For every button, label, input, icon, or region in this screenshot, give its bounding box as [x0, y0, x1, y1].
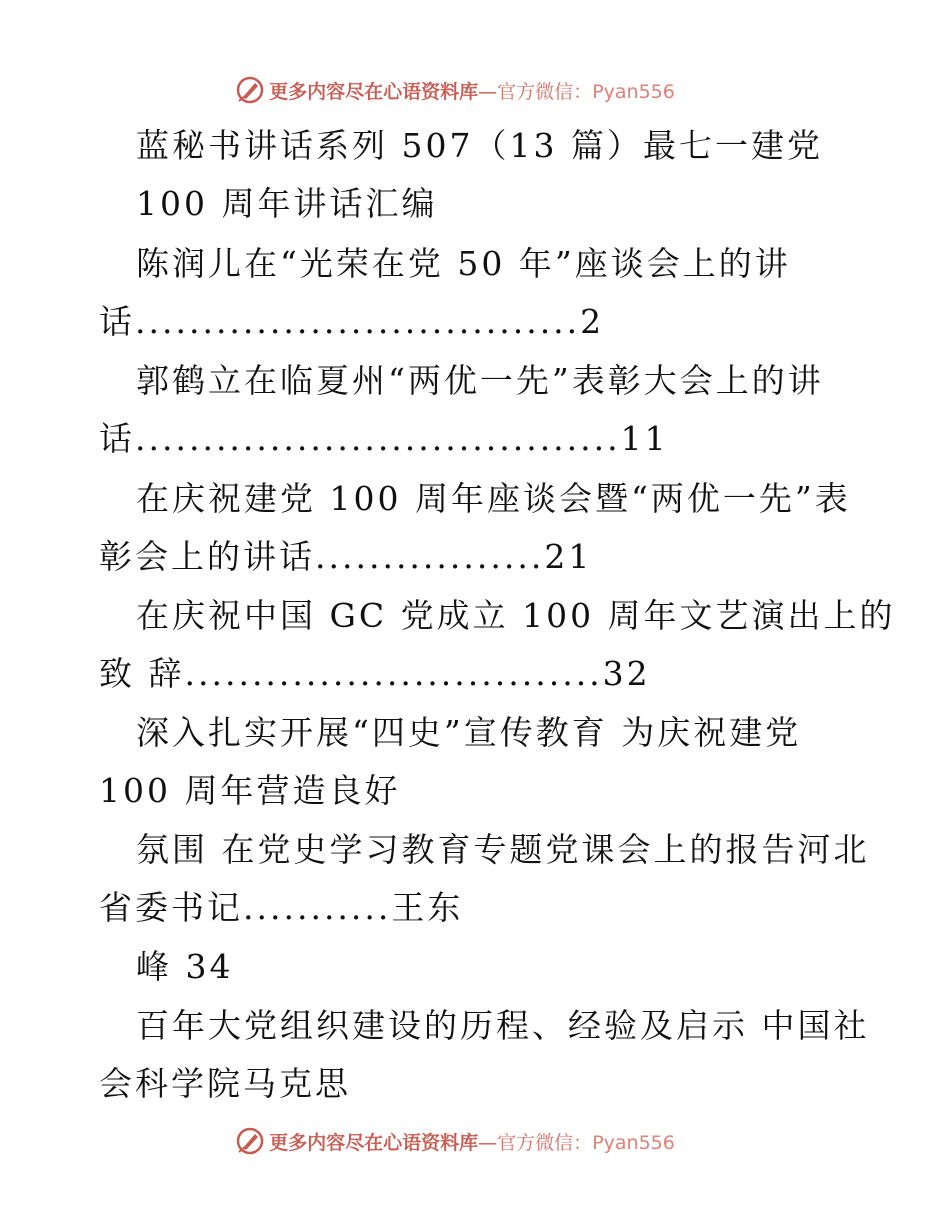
toc-entry-5-line-3: 氛围 在党史学习教育专题党课会上的报告河北: [136, 830, 870, 869]
toc-entry-1-line-2: 话.................................2: [99, 302, 605, 341]
banner-dash: —: [478, 1131, 498, 1154]
banner-main-text: 更多内容尽在心语资料库: [269, 1131, 479, 1154]
banner-wechat-id: Pyan556: [592, 1131, 675, 1154]
toc-entry-3-line-1: 在庆祝建党 100 周年座谈会暨“两优一先”表: [136, 479, 851, 518]
banner-wechat-id: Pyan556: [592, 80, 675, 103]
toc-entry-6-line-2: 会科学院马克思: [99, 1064, 351, 1103]
quill-logo-icon: [235, 1126, 265, 1156]
doc-title-line-2: 100 周年讲话汇编: [136, 184, 438, 223]
toc-entry-1-line-1: 陈润儿在“光荣在党 50 年”座谈会上的讲: [136, 244, 791, 283]
banner-main-text: 更多内容尽在心语资料库: [269, 80, 479, 103]
toc-entry-4-line-2: 致 辞...............................32: [99, 654, 651, 693]
toc-entry-4-line-1: 在庆祝中国 GC 党成立 100 周年文艺演出上的: [136, 596, 896, 635]
banner-label: 官方微信：: [497, 80, 593, 103]
toc-entry-3-line-2: 彰会上的讲话.................21: [99, 537, 593, 576]
quill-logo-icon: [235, 75, 265, 105]
toc-entry-5-line-4: 省委书记...........王东: [99, 888, 464, 927]
toc-entry-6-line-1: 百年大党组织建设的历程、经验及启示 中国社: [136, 1006, 870, 1045]
banner-label: 官方微信：: [497, 1131, 593, 1154]
doc-title-line-1: 蓝秘书讲话系列 507（13 篇）最七一建党: [136, 126, 823, 165]
toc-entry-5-line-5: 峰 34: [136, 947, 234, 986]
toc-entry-2-line-1: 郭鹤立在临夏州“两优一先”表彰大会上的讲: [136, 361, 824, 400]
toc-entry-5-line-2: 100 周年营造良好: [99, 771, 401, 810]
toc-entry-5-line-1: 深入扎实开展“四史”宣传教育 为庆祝建党: [136, 713, 802, 752]
toc-entry-2-line-2: 话....................................11: [99, 419, 669, 458]
header-banner: [0, 70, 950, 110]
footer-banner: [0, 1121, 950, 1161]
banner-dash: —: [478, 80, 498, 103]
